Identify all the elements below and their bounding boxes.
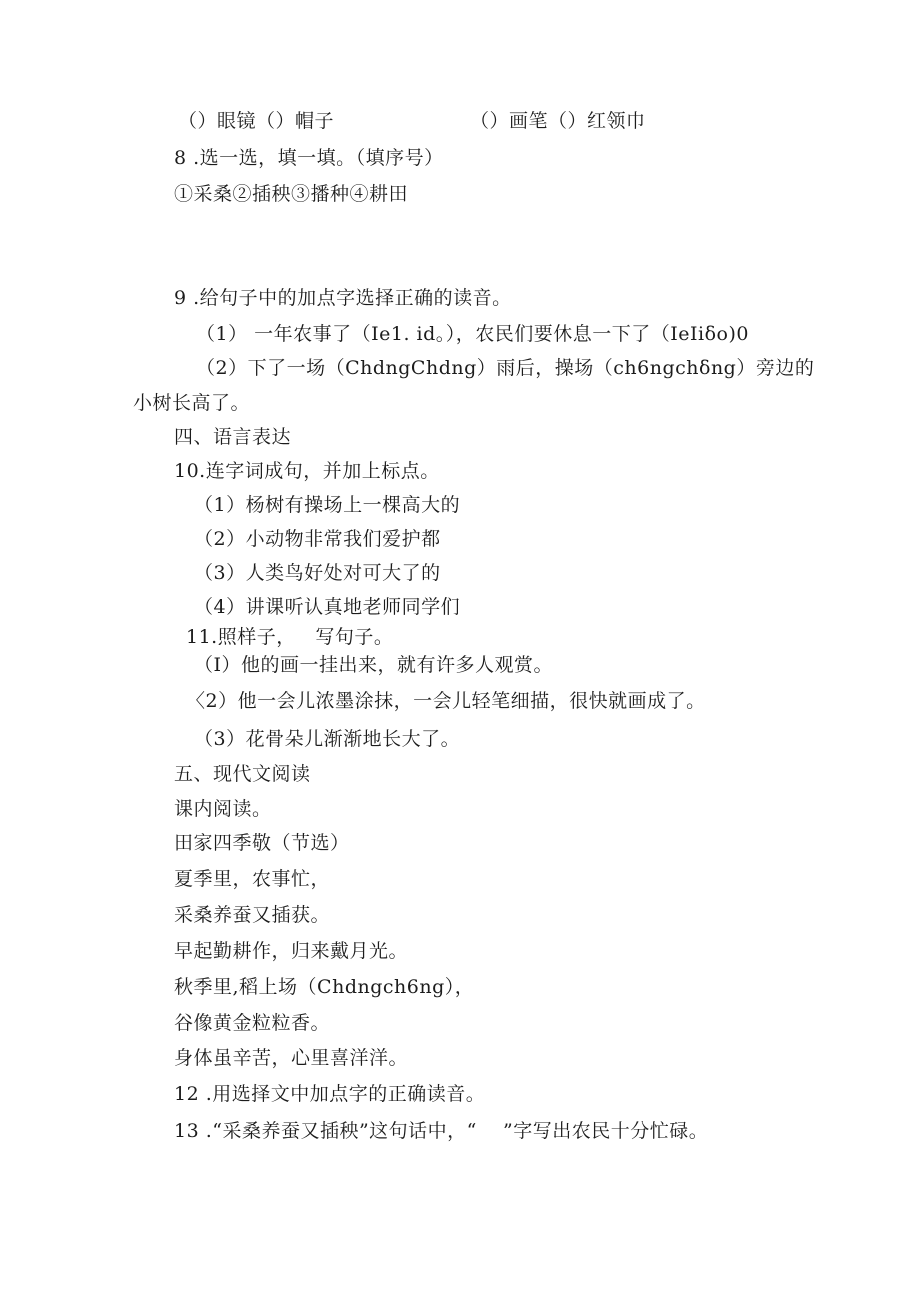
q8-title: 8 .选一选，填一填。（填序号） bbox=[174, 147, 444, 169]
q11-item-2: 〈2）他一会儿浓墨涂抹，一会儿轻笔细描，很快就画成了。 bbox=[186, 690, 706, 712]
poem-line: 早起勤耕作，归来戴月光。 bbox=[174, 940, 409, 962]
q8-options: ①采桑②插秧③播种④耕田 bbox=[174, 183, 409, 205]
q11-item-3: （3）花骨朵儿渐渐地长大了。 bbox=[194, 728, 461, 750]
q9-title: 9 .给句子中的加点字选择正确的读音。 bbox=[174, 287, 512, 309]
q12: 12 .用选择文中加点字的正确读音。 bbox=[174, 1083, 486, 1105]
poem-line: 采桑养蚕又插获。 bbox=[174, 904, 331, 926]
q11-item-1: （I）他的画一挂出来，就有许多人观赏。 bbox=[194, 654, 554, 676]
q10-item-1: （1）杨树有操场上一棵高大的 bbox=[194, 494, 461, 516]
q9-item-2-line-1: （2）下了一场（ChdngChdng）雨后，操场（ch6ngchδng）旁边的 bbox=[196, 357, 815, 379]
q10-item-4: （4）讲课听认真地老师同学们 bbox=[194, 596, 461, 618]
q7-options-left: （）眼镜（）帽子 bbox=[178, 110, 335, 132]
q10-item-3: （3）人类鸟好处对可大了的 bbox=[194, 562, 441, 584]
poem-line: 谷像黄金粒粒香。 bbox=[174, 1012, 331, 1034]
q9-item-2-line-2: 小树长高了。 bbox=[133, 392, 251, 414]
q9-item-1: （1） 一年农事了（Ie1. id。），农民们要休息一下了（IeIiδo)0 bbox=[196, 323, 749, 345]
section-4-heading: 四、语言表达 bbox=[174, 426, 292, 448]
poem-line: 身体虽辛苦，心里喜洋洋。 bbox=[174, 1047, 409, 1069]
poem-line: 夏季里，农事忙， bbox=[174, 868, 331, 890]
section-5-heading: 五、现代文阅读 bbox=[174, 763, 311, 785]
poem-line: 秋季里,稻上场（Chdngch6ng）， bbox=[174, 976, 475, 998]
poem-title: 田家四季敬（节选） bbox=[174, 832, 350, 854]
q13: 13 .“采桑养蚕又插秧”这句话中，“ ”字写出农民十分忙碌。 bbox=[174, 1120, 709, 1142]
q11-title: 11.照样子， 写句子。 bbox=[186, 626, 394, 648]
q10-title: 10.连字词成句，并加上标点。 bbox=[174, 460, 440, 482]
q7-options-right: （）画笔（）红领巾 bbox=[470, 110, 646, 132]
section-5-subheading: 课内阅读。 bbox=[174, 798, 272, 820]
q10-item-2: （2）小动物非常我们爱护都 bbox=[194, 528, 441, 550]
